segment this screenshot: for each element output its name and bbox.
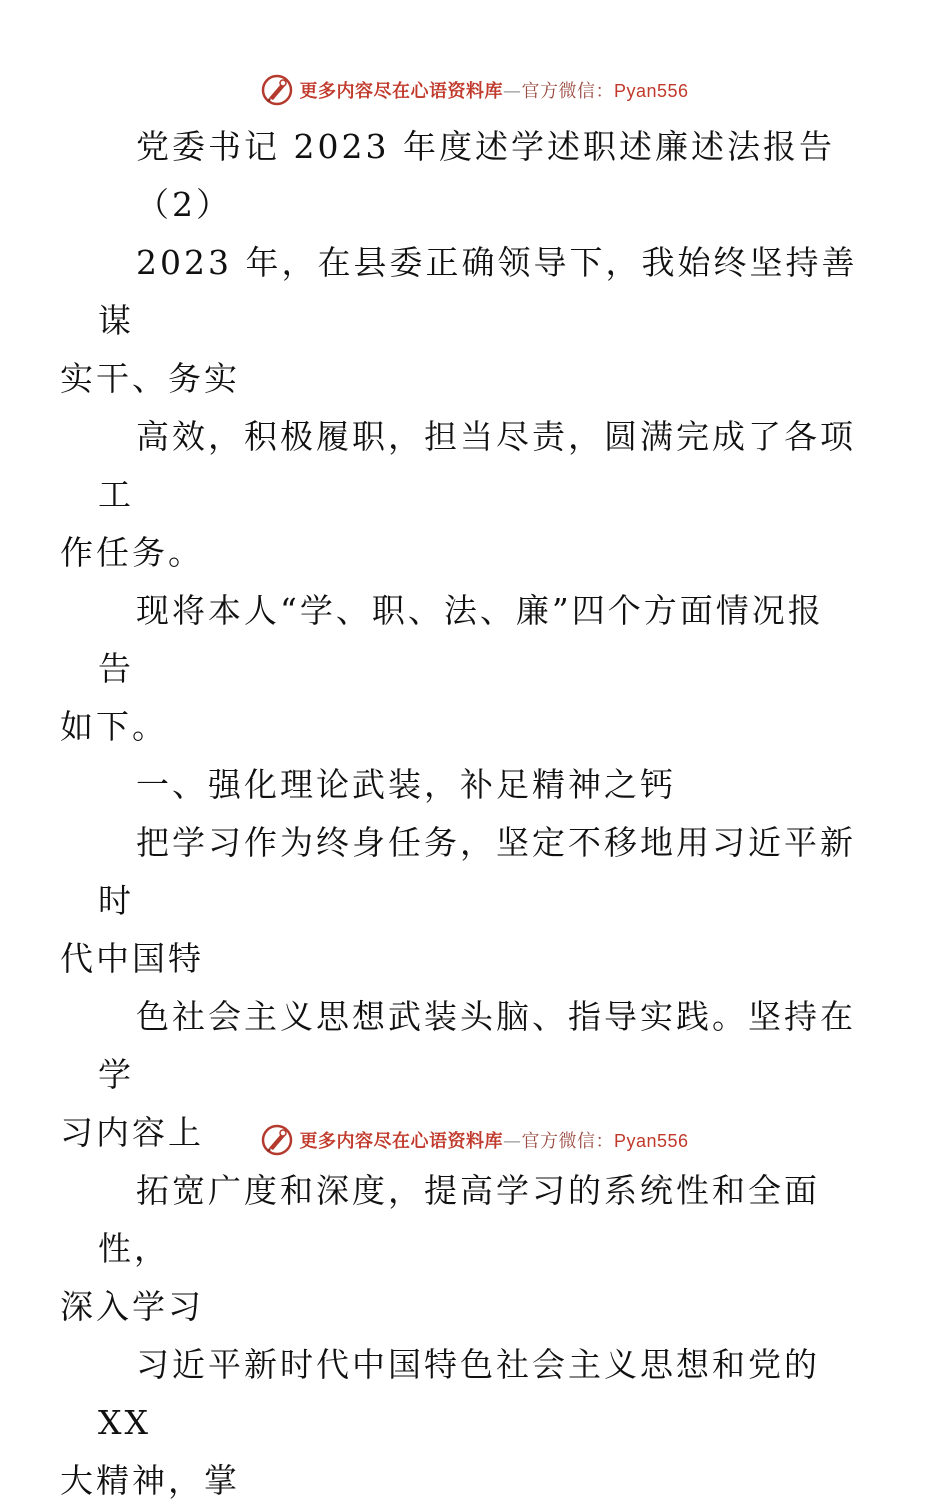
watermark-banner bbox=[261, 74, 688, 106]
header-watermark bbox=[0, 70, 950, 110]
pen-logo-icon bbox=[261, 1124, 293, 1156]
paragraph-lead: 把学习作为终身任务，坚定不移地用习近平新时 bbox=[98, 823, 856, 920]
paragraph-lead: 现将本人“学、职、法、廉”四个方面情况报告 bbox=[98, 591, 824, 688]
document-body bbox=[60, 118, 858, 1510]
paragraph-lead: 2023 年，在县委正确领导下，我始终坚持善谋 bbox=[98, 243, 858, 340]
watermark-banner bbox=[261, 1124, 688, 1156]
paragraph bbox=[60, 1162, 858, 1336]
footer-watermark bbox=[0, 1120, 950, 1160]
paragraph-tail: 大精神，掌 bbox=[60, 1461, 240, 1500]
paragraph-tail: 代中国特 bbox=[60, 939, 204, 978]
paragraph-lead: 拓宽广度和深度，提高学习的系统性和全面性， bbox=[98, 1171, 820, 1268]
watermark-main: 更多内容尽在心语资料库 bbox=[299, 81, 503, 102]
paragraph-lead: 色社会主义思想武装头脑、指导实践。坚持在学 bbox=[98, 997, 856, 1094]
paragraph bbox=[60, 814, 858, 988]
paragraph bbox=[60, 408, 858, 582]
paragraph bbox=[60, 1336, 858, 1510]
watermark-dash: — bbox=[502, 81, 522, 102]
paragraph-tail: 习内容上 bbox=[60, 1113, 204, 1152]
watermark-text bbox=[299, 77, 688, 103]
section-heading-text: 一、强化理论武装，补足精神之钙 bbox=[136, 765, 676, 804]
watermark-sub: 官方微信： bbox=[521, 81, 614, 102]
watermark-sub: 官方微信： bbox=[521, 1131, 614, 1152]
watermark-text bbox=[299, 1127, 688, 1153]
paragraph-tail: 如下。 bbox=[60, 707, 168, 746]
watermark-account: Pyan556 bbox=[613, 81, 689, 101]
document-title: 党委书记 2023 年度述学述职述廉述法报告 bbox=[136, 127, 835, 166]
paragraph-tail: 作任务。 bbox=[60, 533, 204, 572]
document-title-suffix: （2） bbox=[136, 185, 232, 224]
section-heading bbox=[98, 756, 858, 814]
watermark-dash: — bbox=[502, 1131, 522, 1152]
pen-logo-icon bbox=[261, 74, 293, 106]
paragraph-tail: 实干、务实 bbox=[60, 359, 240, 398]
watermark-account: Pyan556 bbox=[613, 1131, 689, 1151]
paragraph-lead: 习近平新时代中国特色社会主义思想和党的 XX bbox=[98, 1345, 820, 1442]
paragraph bbox=[60, 234, 858, 408]
paragraph-tail: 深入学习 bbox=[60, 1287, 204, 1326]
watermark-main: 更多内容尽在心语资料库 bbox=[299, 1131, 503, 1152]
paragraph-lead: 高效，积极履职，担当尽责，圆满完成了各项工 bbox=[98, 417, 856, 514]
paragraph bbox=[60, 582, 858, 756]
